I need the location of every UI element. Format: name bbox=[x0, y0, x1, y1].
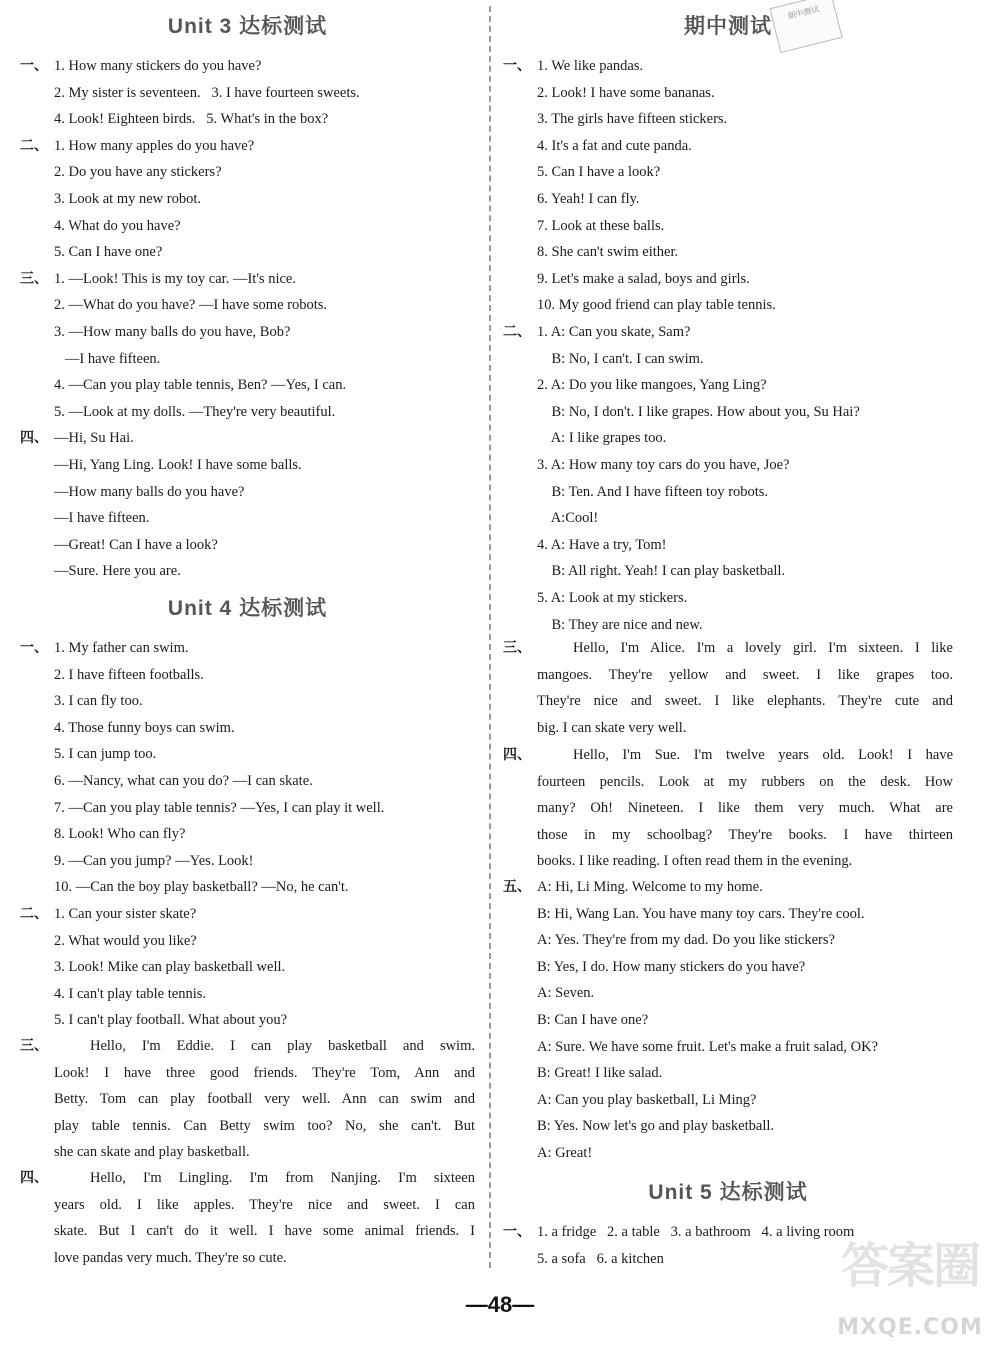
answer-text: 4. Look! Eighteen birds. 5. What's in the box? bbox=[54, 111, 329, 128]
section-marker: 二、 bbox=[503, 324, 531, 340]
answer-text: 5. Can I have one? bbox=[54, 244, 163, 261]
paragraph-line: she can skate and play basketball. bbox=[54, 1144, 250, 1161]
answer-text: 4. —Can you play table tennis, Ben? —Yes, I can. bbox=[54, 377, 347, 394]
answer-text: —How many balls do you have? bbox=[54, 483, 245, 500]
answer-text: 2. I have fifteen footballs. bbox=[54, 666, 204, 683]
answer-text: 3. —How many balls do you have, Bob? bbox=[54, 324, 291, 340]
paragraph-line: years old. I like apples. They're nice and sweet. I can bbox=[54, 1196, 475, 1213]
paragraph-line: love pandas very much. They're so cute. bbox=[54, 1249, 287, 1266]
answer-text: B: Can I have one? bbox=[537, 1012, 649, 1028]
answer-text: 6. —Nancy, what can you do? —I can skate. bbox=[54, 773, 313, 789]
answer-text: A: I like grapes too. bbox=[537, 430, 667, 447]
answer-text: B: Ten. And I have fifteen toy robots. bbox=[537, 483, 769, 500]
answer-text: B: All right. Yeah! I can play basketball. bbox=[537, 563, 786, 580]
answer-text: 2. What would you like? bbox=[54, 932, 197, 949]
answer-text: 4. I can't play table tennis. bbox=[54, 985, 206, 1002]
answer-text: 5. I can't play football. What about you? bbox=[54, 1012, 288, 1029]
section-marker: 二、 bbox=[20, 137, 48, 154]
paragraph-line: Hello, I'm Alice. I'm a lovely girl. I'm sixteen. I like bbox=[573, 640, 953, 656]
paragraph-line: Hello, I'm Sue. I'm twelve years old. Look! I have bbox=[573, 747, 953, 763]
answer-text: B: Great! I like salad. bbox=[537, 1065, 663, 1082]
answer-text: 6. Yeah! I can fly. bbox=[537, 191, 640, 207]
answer-text: B: Yes. Now let's go and play basketball. bbox=[537, 1118, 775, 1135]
answer-text: A:Cool! bbox=[537, 510, 599, 527]
paragraph-line: They're nice and sweet. I like elephants. They're cute and bbox=[537, 693, 953, 710]
answer-text: 1. a fridge 2. a table 3. a bathroom 4. a living room bbox=[537, 1224, 855, 1240]
paragraph-line: big. I can skate very well. bbox=[537, 719, 687, 736]
answer-text: 3. The girls have fifteen stickers. bbox=[537, 111, 728, 128]
section-marker: 五、 bbox=[503, 879, 531, 895]
answer-text: 10. My good friend can play table tennis. bbox=[537, 297, 776, 314]
section-marker: 四、 bbox=[503, 747, 531, 763]
answer-text: 5. Can I have a look? bbox=[537, 164, 661, 181]
answer-text: B: No, I can't. I can swim. bbox=[537, 350, 704, 367]
answer-text: 4. A: Have a try, Tom! bbox=[537, 536, 667, 553]
answer-text: A: Seven. bbox=[537, 985, 595, 1002]
answer-text: 9. Let's make a salad, boys and girls. bbox=[537, 270, 750, 287]
section-marker: 一、 bbox=[503, 58, 531, 74]
watermark-logo-mark: 答案圈 bbox=[840, 1238, 979, 1294]
answer-text: A: Sure. We have some fruit. Let's make a fruit salad, OK? bbox=[537, 1038, 879, 1055]
paragraph-line: those in my schoolbag? They're books. I have thirteen bbox=[537, 826, 953, 843]
paragraph-line: Betty. Tom can play football very well. Ann can swim and bbox=[54, 1091, 475, 1108]
unit3-title: Unit 3 达标测试 bbox=[167, 15, 328, 38]
column-divider bbox=[489, 6, 491, 1268]
answer-text: A: Hi, Li Ming. Welcome to my home. bbox=[537, 879, 763, 895]
answer-text: 10. —Can the boy play basketball? —No, he can't. bbox=[54, 879, 349, 896]
answer-text: 1. Can your sister skate? bbox=[54, 906, 197, 922]
section-marker: 一、 bbox=[20, 640, 48, 656]
page-number: —48— bbox=[465, 1292, 535, 1317]
answer-text: 1. A: Can you skate, Sam? bbox=[537, 324, 691, 340]
answer-text: B: Yes, I do. How many stickers do you have? bbox=[537, 958, 806, 975]
paragraph-line: many? Oh! Nineteen. I like them very much. What are bbox=[537, 800, 953, 817]
answer-text: 1. —Look! This is my toy car. —It's nice. bbox=[54, 270, 296, 287]
paragraph-line: Hello, I'm Eddie. I can play basketball and swim. bbox=[90, 1038, 475, 1054]
answer-text: 2. A: Do you like mangoes, Yang Ling? bbox=[537, 377, 767, 394]
paragraph-line: fourteen pencils. Look at my rubbers on the desk. How bbox=[537, 773, 953, 790]
answer-text: 9. —Can you jump? —Yes. Look! bbox=[54, 852, 254, 869]
paragraph-line: skate. But I can't do it well. I have some animal friends. I bbox=[54, 1223, 475, 1240]
midterm-stamp-logo: 期中测试 bbox=[769, 0, 842, 53]
answer-text: 2. Look! I have some bananas. bbox=[537, 84, 715, 101]
answer-text: 1. How many stickers do you have? bbox=[54, 58, 262, 74]
answer-text: —I have fifteen. bbox=[54, 350, 161, 367]
watermark-site-text: MXQE.COM bbox=[837, 1315, 983, 1340]
answer-text: —Sure. Here you are. bbox=[54, 563, 181, 580]
answer-text: 3. A: How many toy cars do you have, Joe? bbox=[537, 457, 790, 473]
answer-text: 3. I can fly too. bbox=[54, 693, 143, 710]
answer-text: 5. I can jump too. bbox=[54, 746, 157, 763]
section-marker: 一、 bbox=[503, 1224, 531, 1240]
answer-text: 8. Look! Who can fly? bbox=[54, 826, 186, 843]
paragraph-line: Hello, I'm Lingling. I'm from Nanjing. I'm sixteen bbox=[90, 1170, 475, 1186]
answer-text: 3. Look at my new robot. bbox=[54, 191, 201, 207]
section-marker: 三、 bbox=[20, 1038, 48, 1054]
answer-text: —I have fifteen. bbox=[54, 510, 150, 527]
answer-text: 5. A: Look at my stickers. bbox=[537, 590, 688, 606]
answer-text: 5. —Look at my dolls. —They're very beautiful. bbox=[54, 403, 336, 420]
answer-text: 4. Those funny boys can swim. bbox=[54, 719, 235, 736]
section-marker: 一、 bbox=[20, 58, 48, 74]
answer-text: B: No, I don't. I like grapes. How about you, Su Hai? bbox=[537, 403, 860, 420]
paragraph-line: books. I like reading. I often read them in the evening. bbox=[537, 853, 853, 870]
answer-text: A: Yes. They're from my dad. Do you like stickers? bbox=[537, 932, 835, 949]
answer-text: 8. She can't swim either. bbox=[537, 244, 679, 261]
answer-text: 7. Look at these balls. bbox=[537, 217, 665, 234]
answer-text: 1. My father can swim. bbox=[54, 640, 189, 656]
answer-text: 3. Look! Mike can play basketball well. bbox=[54, 959, 286, 976]
unit4-title: Unit 4 达标测试 bbox=[167, 597, 328, 620]
unit5-title: Unit 5 达标测试 bbox=[648, 1181, 808, 1204]
section-marker: 三、 bbox=[503, 640, 531, 656]
midterm-title: 期中测试 bbox=[684, 15, 772, 38]
answer-text: 1. We like pandas. bbox=[537, 58, 644, 74]
answer-text: 4. It's a fat and cute panda. bbox=[537, 137, 692, 154]
section-marker: 二、 bbox=[20, 906, 48, 922]
answer-text: 2. —What do you have? —I have some robots. bbox=[54, 297, 328, 314]
paragraph-line: play table tennis. Can Betty swim too? No, she can't. But bbox=[54, 1117, 475, 1134]
answer-text: B: Hi, Wang Lan. You have many toy cars. They're cool. bbox=[537, 905, 865, 922]
answer-text: 5. a sofa 6. a kitchen bbox=[537, 1250, 664, 1267]
section-marker: 四、 bbox=[20, 1170, 48, 1186]
answer-text: B: They are nice and new. bbox=[537, 616, 703, 633]
paragraph-line: mangoes. They're yellow and sweet. I like grapes too. bbox=[537, 666, 953, 683]
answer-text: —Great! Can I have a look? bbox=[54, 536, 218, 553]
answer-text: —Hi, Su Hai. bbox=[54, 430, 134, 447]
answer-text: A: Can you play basketball, Li Ming? bbox=[537, 1091, 757, 1108]
answer-text: A: Great! bbox=[537, 1145, 593, 1161]
answer-text: 2. Do you have any stickers? bbox=[54, 164, 222, 181]
answer-text: —Hi, Yang Ling. Look! I have some balls. bbox=[54, 457, 302, 473]
section-marker: 三、 bbox=[20, 270, 48, 287]
answer-text: 7. —Can you play table tennis? —Yes, I can play it well. bbox=[54, 799, 385, 816]
answer-text: 2. My sister is seventeen. 3. I have fourteen sweets. bbox=[54, 84, 360, 101]
answer-text: 4. What do you have? bbox=[54, 217, 181, 234]
paragraph-line: Look! I have three good friends. They're Tom, Ann and bbox=[54, 1064, 475, 1081]
answer-text: 1. How many apples do you have? bbox=[54, 137, 255, 154]
section-marker: 四、 bbox=[20, 430, 48, 447]
watermark-logo bbox=[826, 1226, 994, 1344]
